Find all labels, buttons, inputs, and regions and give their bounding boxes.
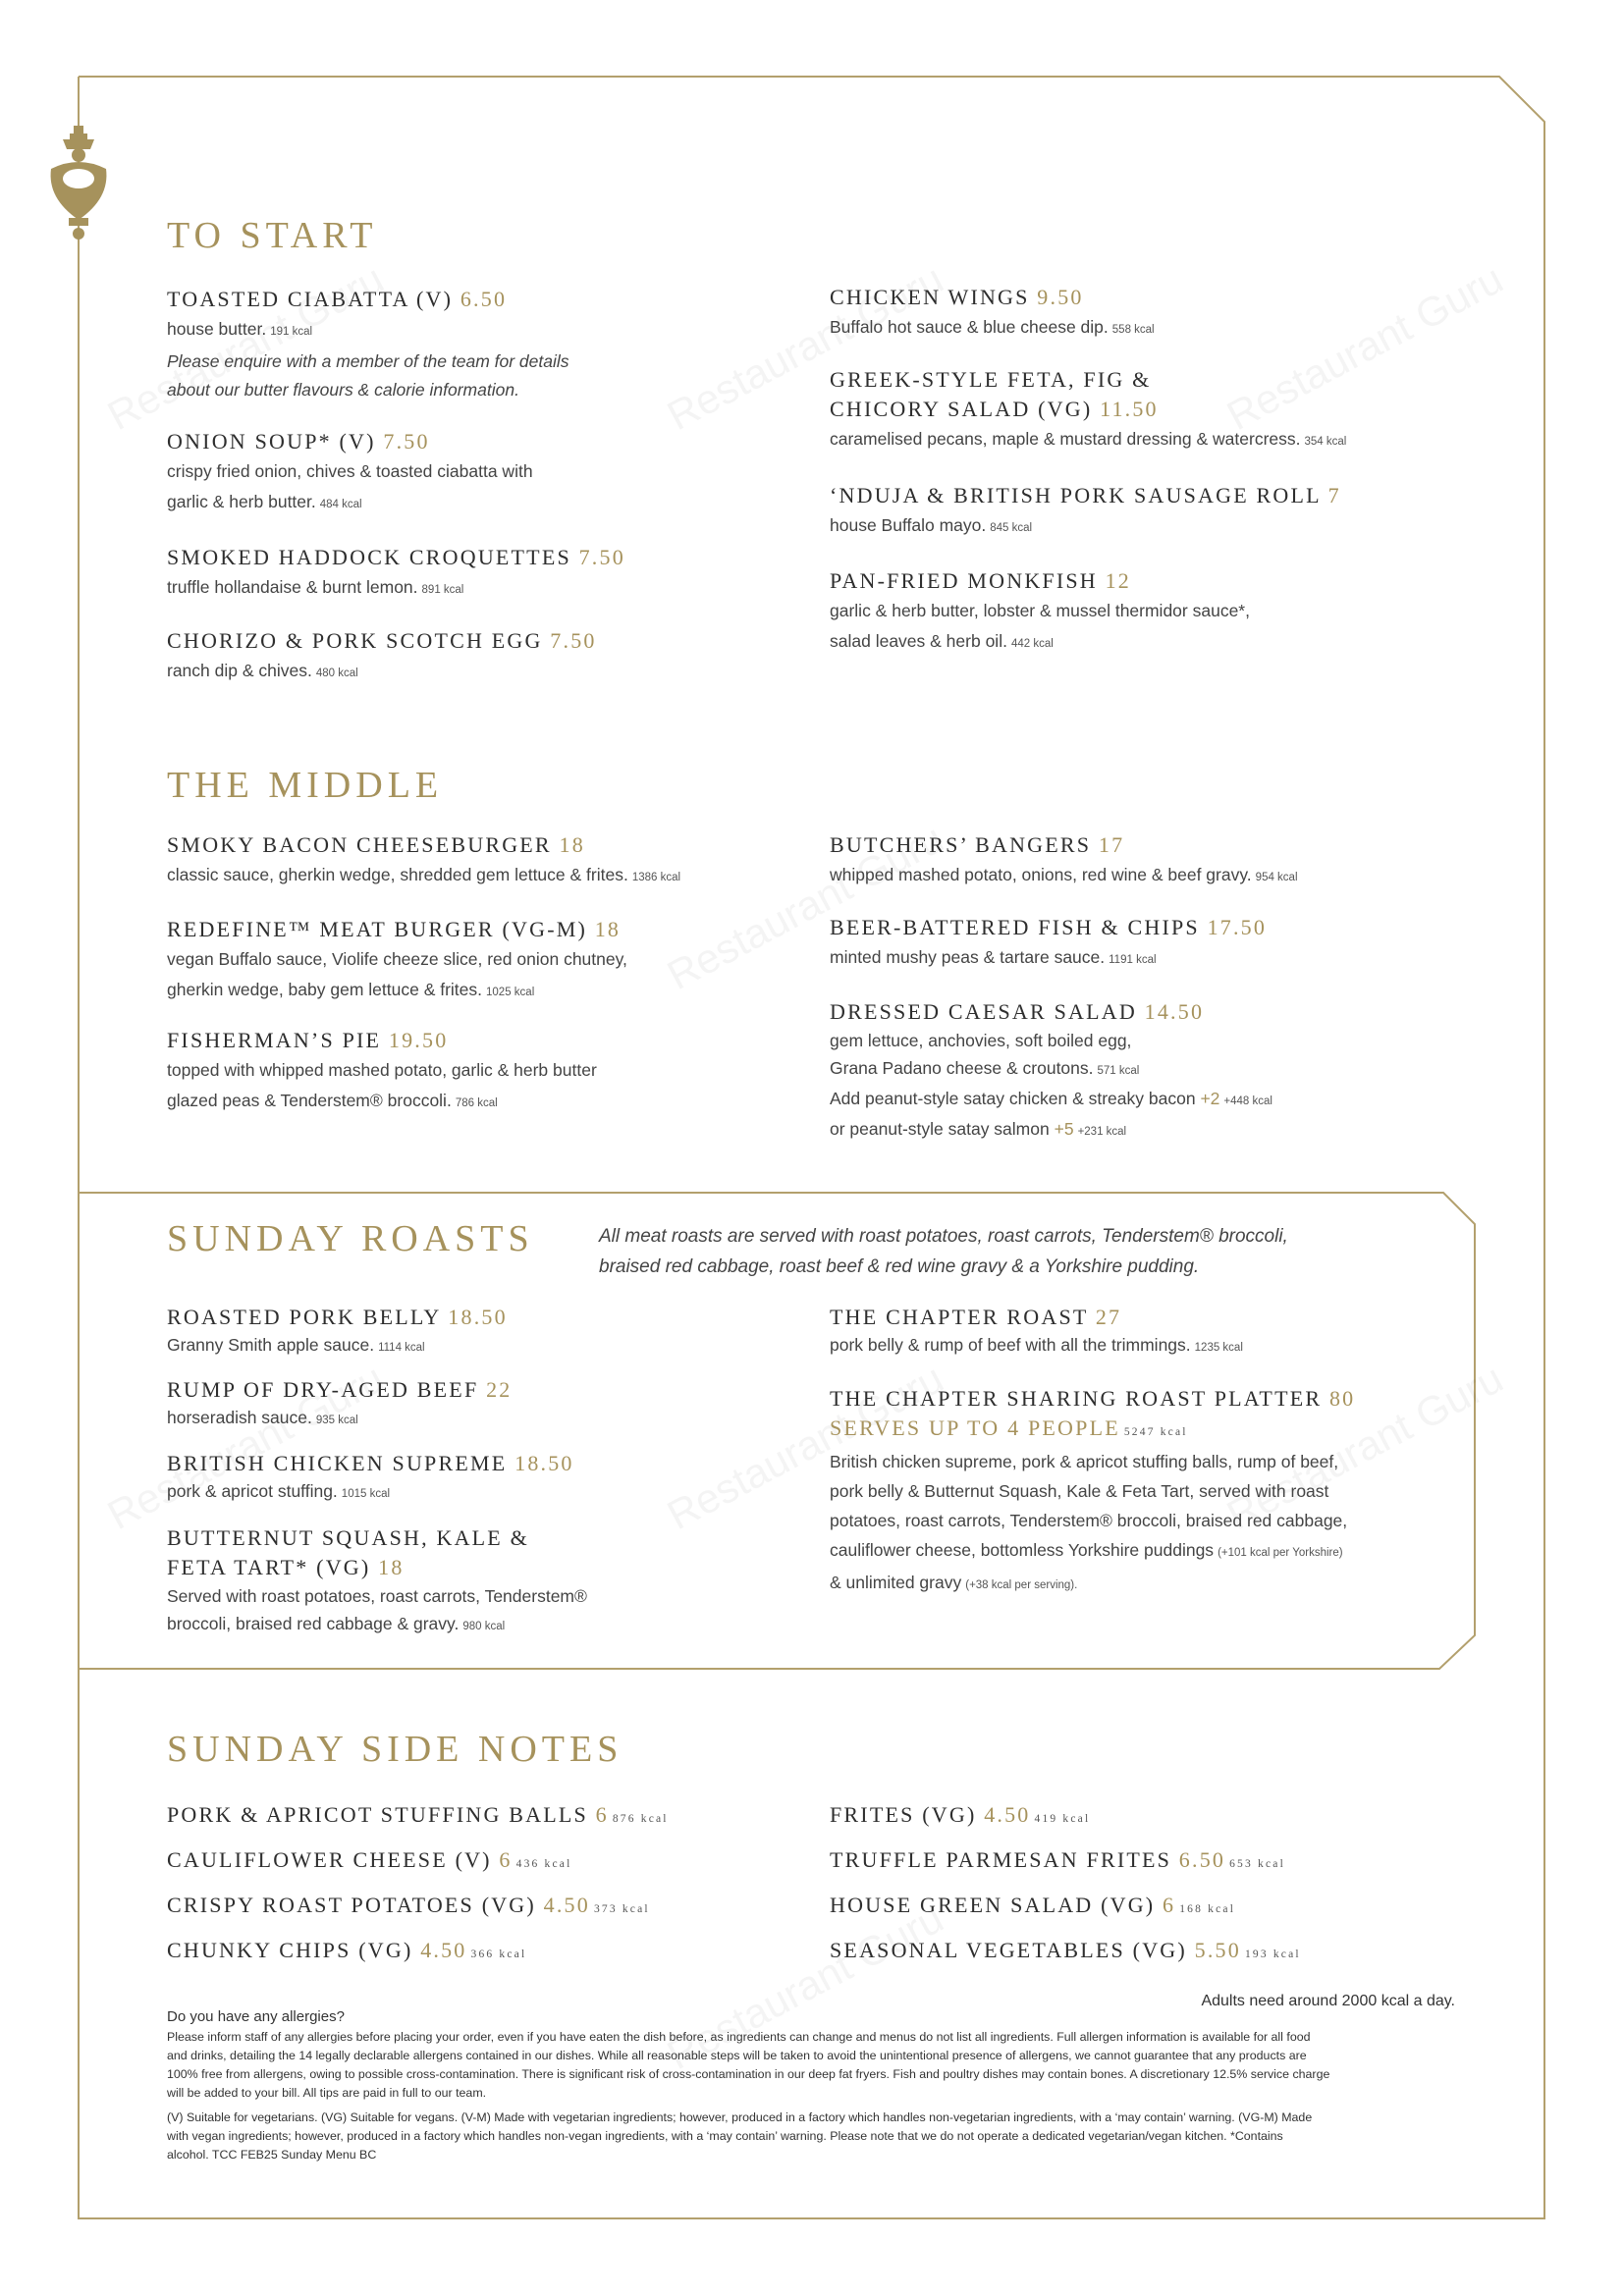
item-name: REDEFINE™ MEAT BURGER (VG-M) [167, 917, 588, 941]
item-kcal: (+38 kcal per serving). [965, 1579, 1078, 1591]
item-price: 9.50 [1037, 285, 1084, 309]
item-price: 6.50 [460, 287, 508, 311]
item-name: BEER-BATTERED FISH & CHIPS [830, 915, 1200, 939]
side-name: CHUNKY CHIPS (VG) [167, 1938, 413, 1962]
item-price: 17 [1098, 832, 1125, 857]
item-desc: truffle hollandaise & burnt lemon. [167, 577, 418, 597]
side-name: CAULIFLOWER CHEESE (V) [167, 1847, 492, 1872]
item-name: GREEK-STYLE FETA, FIG & [830, 367, 1152, 392]
section-title-the-middle: THE MIDDLE [167, 765, 444, 806]
menu-item [830, 913, 1517, 976]
item-subtitle: SERVES UP TO 4 PEOPLE [830, 1415, 1120, 1440]
side-name: FRITES (VG) [830, 1802, 977, 1827]
item-desc: broccoli, braised red cabbage & gravy. [167, 1614, 460, 1633]
item-price: 18.50 [448, 1305, 508, 1329]
item-price: 18 [559, 832, 585, 857]
add-on-text: or peanut-style satay salmon [830, 1119, 1050, 1139]
item-desc: garlic & herb butter. [167, 492, 316, 511]
item-desc: ranch dip & chives. [167, 661, 312, 680]
item-desc: crispy fried onion, chives & toasted ciabatta with [167, 461, 533, 481]
item-name: CHICORY SALAD (VG) [830, 397, 1093, 421]
item-name: TOASTED CIABATTA (V) [167, 287, 454, 311]
add-on-text: Add peanut-style satay chicken & streaky bacon [830, 1089, 1196, 1108]
item-desc: cauliflower cheese, bottomless Yorkshire puddings [830, 1540, 1215, 1560]
item-name: ‘NDUJA & BRITISH PORK SAUSAGE ROLL [830, 483, 1321, 507]
side-kcal: 876 kcal [612, 1813, 669, 1825]
item-kcal: 1025 kcal [486, 987, 535, 998]
menu-item [830, 997, 1517, 1146]
item-price: 7.50 [578, 545, 625, 569]
side-item [830, 1840, 1301, 1885]
section-title-to-start: TO START [167, 215, 378, 256]
item-kcal: 1015 kcal [341, 1488, 391, 1500]
side-price: 6 [595, 1802, 609, 1827]
item-desc: pork belly & rump of beef with all the trimmings. [830, 1335, 1191, 1355]
side-price: 4.50 [543, 1893, 590, 1917]
item-price: 19.50 [388, 1028, 449, 1052]
side-kcal: 366 kcal [470, 1949, 527, 1960]
item-kcal: 1191 kcal [1109, 954, 1157, 966]
item-price: 18 [594, 917, 622, 941]
item-name: BUTCHERS’ BANGERS [830, 832, 1092, 857]
menu-item [167, 1449, 805, 1507]
item-desc: caramelised pecans, maple & mustard dressing & watercress. [830, 429, 1301, 449]
item-name: BRITISH CHICKEN SUPREME [167, 1451, 508, 1475]
item-price: 27 [1095, 1305, 1122, 1329]
allergy-text: Please inform staff of any allergies before placing your order, even if you have eaten the dish before, as ingredients can change and menus do not list all ingredients. Full allergen information is available for all food [167, 2030, 1311, 2044]
menu-item [167, 543, 795, 606]
item-name: ROASTED PORK BELLY [167, 1305, 441, 1329]
side-name: CRISPY ROAST POTATOES (VG) [167, 1893, 536, 1917]
menu-item [167, 285, 795, 404]
side-item [167, 1885, 669, 1930]
diet-legend: (V) Suitable for vegetarians. (VG) Suitable for vegans. (V-M) Made with vegetarian ingredients; however, produced in a factory which handles non-vegetarian ingredients, with a ‘may contain’ warning. (VG-M) Made [167, 2110, 1313, 2124]
side-item [167, 1840, 669, 1885]
side-item [830, 1794, 1301, 1840]
item-price: 22 [486, 1377, 513, 1402]
menu-item [167, 1523, 805, 1640]
item-price: 18.50 [514, 1451, 574, 1475]
menu-item [167, 1375, 805, 1433]
side-item [167, 1794, 669, 1840]
menu-item [167, 427, 795, 520]
menu-item [167, 626, 795, 689]
menu-item [167, 1026, 805, 1119]
item-desc: British chicken supreme, pork & apricot stuffing balls, rump of beef, [830, 1452, 1339, 1471]
menu-item [830, 1384, 1468, 1600]
menu-item [167, 830, 805, 893]
kcal-note: Adults need around 2000 kcal a day. [1201, 1993, 1455, 2009]
item-kcal: 442 kcal [1010, 638, 1054, 650]
item-desc: pork belly & Butternut Squash, Kale & Feta Tart, served with roast [830, 1481, 1329, 1501]
item-price: 12 [1105, 568, 1131, 593]
item-kcal: (+101 kcal per Yorkshire) [1218, 1547, 1343, 1559]
item-kcal: 571 kcal [1097, 1065, 1140, 1077]
item-kcal: 5247 kcal [1123, 1426, 1188, 1438]
side-kcal: 168 kcal [1179, 1903, 1236, 1915]
item-desc: whipped mashed potato, onions, red wine & beef gravy. [830, 865, 1252, 884]
item-kcal: 935 kcal [315, 1415, 358, 1426]
menu-item [830, 1303, 1468, 1361]
item-desc: pork & apricot stuffing. [167, 1481, 338, 1501]
item-price: 80 [1328, 1386, 1356, 1411]
diet-legend: with vegan ingredients; however, produced in a factory which handles non-vegan ingredients, with a ‘may contain’ warning. Please note that we do not operate a dedicated vegetarian/vegan kitchen. *Contains [167, 2129, 1283, 2143]
item-desc: topped with whipped mashed potato, garlic & herb butter [167, 1060, 597, 1080]
side-list-right [830, 1794, 1301, 1975]
item-desc: vegan Buffalo sauce, Violife cheeze slice, red onion chutney, [167, 949, 627, 969]
roasts-intro [599, 1221, 1463, 1282]
side-item [167, 1930, 669, 1975]
item-name: PAN-FRIED MONKFISH [830, 568, 1098, 593]
allergy-text: and drinks, detailing the 14 legally declarable allergens contained in our dishes. While all reasonable steps will be taken to avoid the unintentional presence of allergens, we cannot guarantee that any products are [167, 2049, 1307, 2062]
side-price: 5.50 [1194, 1938, 1241, 1962]
side-price: 4.50 [984, 1802, 1031, 1827]
item-kcal: 1114 kcal [378, 1342, 425, 1354]
item-price: 14.50 [1144, 999, 1205, 1024]
item-price: 11.50 [1100, 397, 1159, 421]
item-desc: house butter. [167, 319, 267, 339]
allergy-text: 100% free from allergens, owing to possible cross-contamination. There is significant risk of cross-contamination in our deep fat fryers. Fish and poultry dishes may contain bones. A discretionary 12.5% service charge [167, 2067, 1330, 2081]
side-name: PORK & APRICOT STUFFING BALLS [167, 1802, 588, 1827]
item-desc: glazed peas & Tenderstem® broccoli. [167, 1091, 452, 1110]
item-name: THE CHAPTER SHARING ROAST PLATTER [830, 1386, 1323, 1411]
add-on-kcal: +448 kcal [1223, 1095, 1272, 1107]
item-name: DRESSED CAESAR SALAD [830, 999, 1137, 1024]
item-kcal: 954 kcal [1255, 872, 1298, 883]
diet-legend: alcohol. TCC FEB25 Sunday Menu BC [167, 2148, 377, 2162]
side-price: 4.50 [420, 1938, 467, 1962]
item-kcal: 891 kcal [421, 584, 464, 596]
side-kcal: 193 kcal [1244, 1949, 1301, 1960]
allergy-title: Do you have any allergies? [167, 2008, 345, 2025]
item-price: 7.50 [383, 429, 430, 454]
item-name: CHORIZO & PORK SCOTCH EGG [167, 628, 543, 653]
item-kcal: 354 kcal [1304, 436, 1347, 448]
item-name: SMOKY BACON CHEESEBURGER [167, 832, 552, 857]
menu-item [830, 830, 1517, 893]
side-kcal: 373 kcal [593, 1903, 650, 1915]
side-kcal: 419 kcal [1034, 1813, 1091, 1825]
item-kcal: 980 kcal [462, 1621, 506, 1632]
side-list-left [167, 1794, 669, 1975]
menu-item [830, 283, 1517, 346]
menu-item [830, 566, 1517, 660]
allergy-text: will be added to your bill. All tips are paid in full to our team. [167, 2086, 487, 2100]
item-name: RUMP OF DRY-AGED BEEF [167, 1377, 479, 1402]
item-price: 17.50 [1207, 915, 1268, 939]
menu-item [167, 915, 805, 1008]
section-title-side-notes: SUNDAY SIDE NOTES [167, 1729, 623, 1770]
menu-item [167, 1303, 805, 1361]
item-note: Please enquire with a member of the team for details [167, 351, 569, 371]
item-desc: gherkin wedge, baby gem lettuce & frites. [167, 980, 483, 999]
item-desc: minted mushy peas & tartare sauce. [830, 947, 1106, 967]
item-desc: Grana Padano cheese & croutons. [830, 1058, 1094, 1078]
item-name: FETA TART* (VG) [167, 1555, 371, 1579]
item-desc: gem lettuce, anchovies, soft boiled egg, [830, 1031, 1132, 1050]
item-price: 7 [1327, 483, 1341, 507]
side-item [830, 1885, 1301, 1930]
item-kcal: 1386 kcal [631, 872, 681, 883]
side-price: 6 [1163, 1893, 1176, 1917]
side-kcal: 653 kcal [1229, 1858, 1285, 1870]
item-price: 7.50 [550, 628, 597, 653]
item-desc: potatoes, roast carrots, Tenderstem® broccoli, braised red cabbage, [830, 1511, 1348, 1530]
item-name: CHICKEN WINGS [830, 285, 1030, 309]
roasts-intro-line: All meat roasts are served with roast potatoes, roast carrots, Tenderstem® broccoli, [599, 1226, 1288, 1247]
item-name: SMOKED HADDOCK CROQUETTES [167, 545, 571, 569]
item-desc: Granny Smith apple sauce. [167, 1335, 375, 1355]
side-price: 6 [499, 1847, 513, 1872]
item-kcal: 558 kcal [1111, 324, 1155, 336]
item-price: 18 [378, 1555, 405, 1579]
roasts-intro-line: braised red cabbage, roast beef & red wine gravy & a Yorkshire pudding. [599, 1256, 1200, 1277]
item-kcal: 480 kcal [315, 667, 358, 679]
side-name: SEASONAL VEGETABLES (VG) [830, 1938, 1187, 1962]
item-kcal: 484 kcal [319, 499, 362, 510]
item-kcal: 845 kcal [990, 522, 1033, 534]
add-on-kcal: +231 kcal [1077, 1126, 1127, 1138]
side-item [830, 1930, 1301, 1975]
item-desc: garlic & herb butter, lobster & mussel thermidor sauce*, [830, 601, 1250, 620]
item-desc: house Buffalo mayo. [830, 515, 987, 535]
item-desc: Buffalo hot sauce & blue cheese dip. [830, 317, 1109, 337]
item-note: about our butter flavours & calorie information. [167, 380, 519, 400]
menu-item [830, 481, 1537, 544]
item-name: THE CHAPTER ROAST [830, 1305, 1089, 1329]
section-title-sunday-roasts: SUNDAY ROASTS [167, 1218, 534, 1259]
door-knocker-logo [43, 126, 114, 241]
item-kcal: 1235 kcal [1194, 1342, 1243, 1354]
side-price: 6.50 [1178, 1847, 1226, 1872]
item-name: BUTTERNUT SQUASH, KALE & [167, 1525, 529, 1550]
side-kcal: 436 kcal [515, 1858, 572, 1870]
add-on-price: +5 [1054, 1119, 1074, 1139]
add-on-price: +2 [1200, 1089, 1220, 1108]
side-name: HOUSE GREEN SALAD (VG) [830, 1893, 1156, 1917]
item-name: ONION SOUP* (V) [167, 429, 376, 454]
side-name: TRUFFLE PARMESAN FRITES [830, 1847, 1172, 1872]
menu-item [830, 365, 1517, 457]
item-desc: horseradish sauce. [167, 1408, 312, 1427]
item-desc: classic sauce, gherkin wedge, shredded gem lettuce & frites. [167, 865, 628, 884]
item-desc: & unlimited gravy [830, 1573, 962, 1592]
allergy-info [167, 2006, 1473, 2164]
item-kcal: 191 kcal [270, 326, 313, 338]
item-desc: Served with roast potatoes, roast carrots, Tenderstem® [167, 1586, 587, 1606]
item-name: FISHERMAN’S PIE [167, 1028, 382, 1052]
item-desc: salad leaves & herb oil. [830, 631, 1007, 651]
item-kcal: 786 kcal [455, 1097, 498, 1109]
